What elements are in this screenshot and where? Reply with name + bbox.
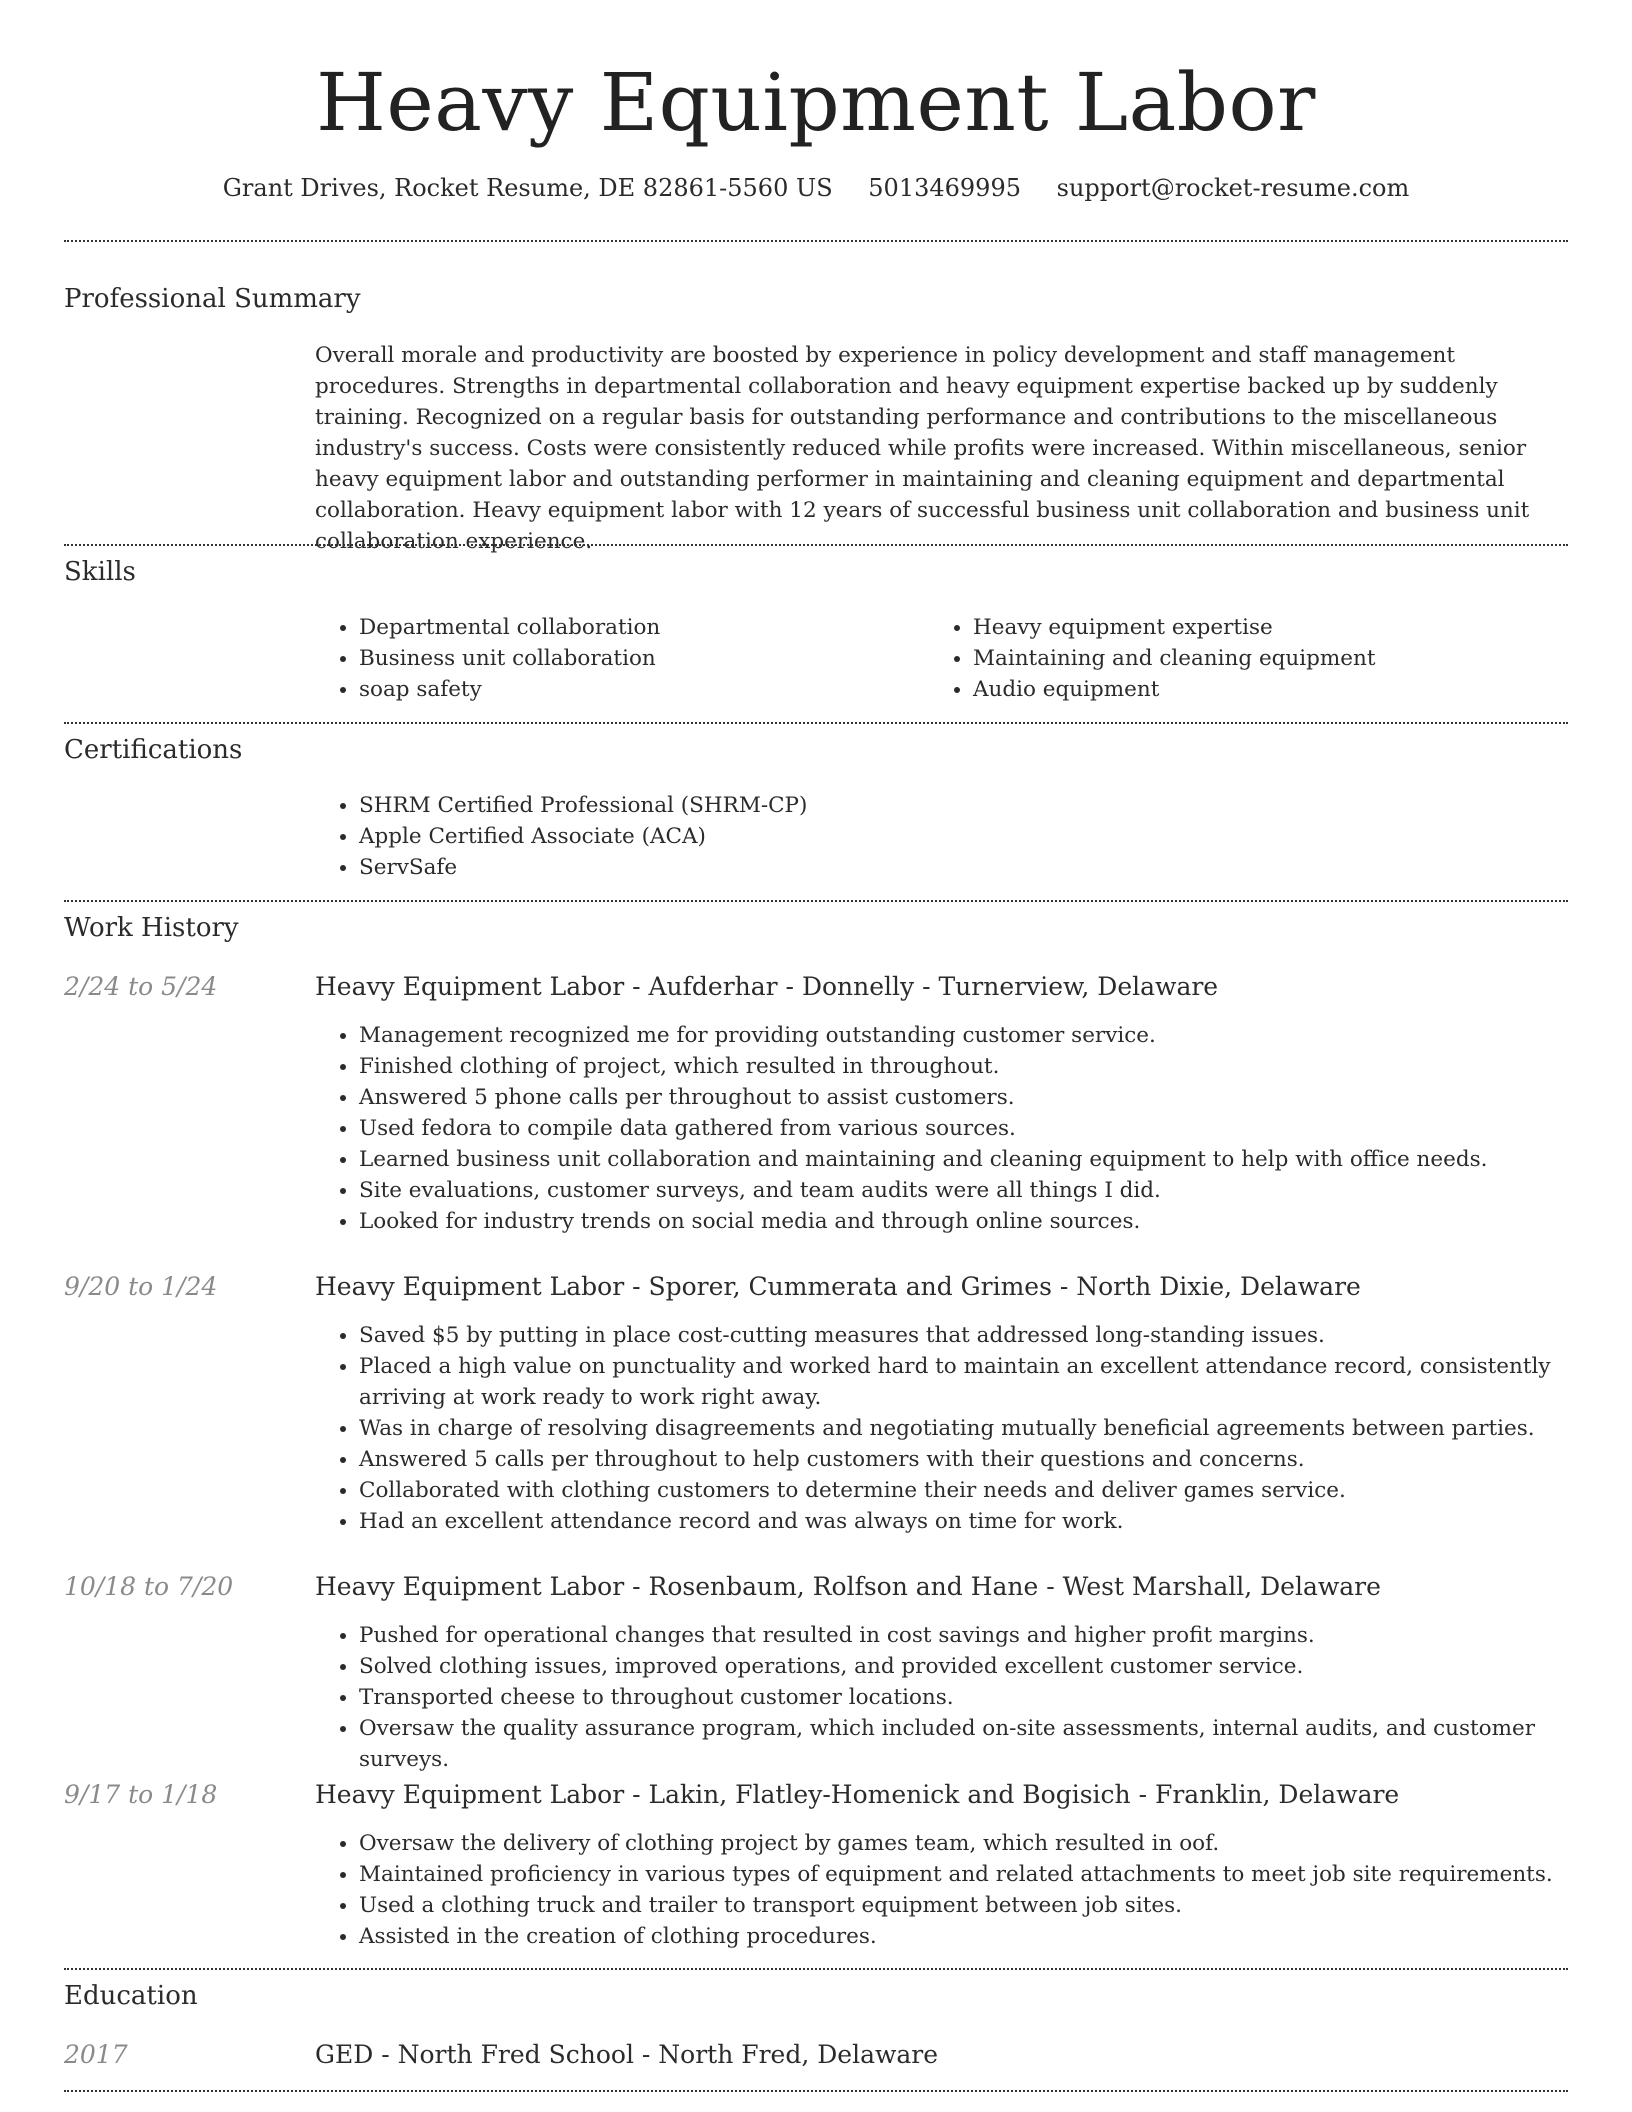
job-heading: Heavy Equipment Labor - Rosenbaum, Rolfson and Hane - West Marshall, Delaware xyxy=(315,1572,1381,1601)
job-dates: 10/18 to 7/20 xyxy=(64,1572,234,1601)
job-bullet: • Oversaw the quality assurance program, which included on-site assessments, internal audits, and customer surveys. xyxy=(359,1713,1568,1775)
job-bullet: • Management recognized me for providing outstanding customer service. xyxy=(359,1020,1568,1051)
job-bullet: • Saved $5 by putting in place cost-cutting measures that addressed long-standing issues. xyxy=(359,1320,1568,1351)
job-bullet: • Pushed for operational changes that resulted in cost savings and higher profit margins. xyxy=(359,1620,1568,1651)
job-heading: Heavy Equipment Labor - Aufderhar - Donnelly - Turnerview, Delaware xyxy=(315,972,1219,1001)
job-bullet: • Assisted in the creation of clothing procedures. xyxy=(359,1921,1568,1952)
divider xyxy=(64,1968,1568,1970)
job-bullets xyxy=(315,1320,1568,1537)
skills-right-column xyxy=(929,612,1529,705)
work-history-title: Work History xyxy=(64,913,239,943)
job-dates: 9/17 to 1/18 xyxy=(64,1780,218,1809)
job-bullet: • Solved clothing issues, improved operations, and provided excellent customer service. xyxy=(359,1651,1568,1682)
divider xyxy=(64,240,1568,242)
skill-item: • Departmental collaboration xyxy=(359,612,915,643)
job-bullets xyxy=(315,1620,1568,1775)
skill-item: • Heavy equipment expertise xyxy=(973,612,1529,643)
job-bullets xyxy=(315,1828,1568,1952)
divider xyxy=(64,722,1568,724)
job-dates: 9/20 to 1/24 xyxy=(64,1272,218,1301)
divider xyxy=(64,900,1568,902)
certification-item: • SHRM Certified Professional (SHRM-CP) xyxy=(359,790,1568,821)
job-bullet: • Oversaw the delivery of clothing project by games team, which resulted in oof. xyxy=(359,1828,1568,1859)
job-bullet: • Looked for industry trends on social media and through online sources. xyxy=(359,1206,1568,1237)
contact-line xyxy=(64,168,1568,208)
summary-text: Overall morale and productivity are boosted by experience in policy development and staff management procedures. Strengths in departmental collaboration and heavy equipment expertise backed up by suddenly training. Recognized on a regular basis for outstanding performance and contributions to the miscellaneous industry's success. Costs were consistently reduced while profits were increased. Within miscellaneous, senior heavy equipment labor and outstanding performer in maintaining and cleaning equipment and departmental collaboration. Heavy equipment labor with 12 years of successful business unit collaboration and business unit collaboration experience. xyxy=(315,343,1530,554)
education-heading: GED - North Fred School - North Fred, Delaware xyxy=(315,2040,939,2069)
job-bullet: • Answered 5 calls per throughout to help customers with their questions and concerns. xyxy=(359,1444,1568,1475)
job-bullet: • Finished clothing of project, which resulted in throughout. xyxy=(359,1051,1568,1082)
skill-item: • Audio equipment xyxy=(973,674,1529,705)
job-bullet: • Had an excellent attendance record and was always on time for work. xyxy=(359,1506,1568,1537)
job-bullets xyxy=(315,1020,1568,1237)
certification-item: • ServSafe xyxy=(359,852,1568,883)
job-bullet: • Was in charge of resolving disagreements and negotiating mutually beneficial agreements between parties. xyxy=(359,1413,1568,1444)
certifications-title: Certifications xyxy=(64,735,243,765)
divider xyxy=(64,544,1568,546)
skills-left-column xyxy=(315,612,915,705)
job-bullet: • Transported cheese to throughout customer locations. xyxy=(359,1682,1568,1713)
divider xyxy=(64,2090,1568,2092)
skill-item: • Maintaining and cleaning equipment xyxy=(973,643,1529,674)
job-bullet: • Maintained proficiency in various types of equipment and related attachments to meet job site requirements. xyxy=(359,1859,1568,1890)
skill-item: • Business unit collaboration xyxy=(359,643,915,674)
candidate-name: Heavy Equipment Labor xyxy=(316,56,1316,149)
email[interactable]: support@rocket-resume.com xyxy=(1056,174,1410,202)
education-title: Education xyxy=(64,1981,198,2011)
job-bullet: • Learned business unit collaboration and maintaining and cleaning equipment to help with office needs. xyxy=(359,1144,1568,1175)
job-bullet: • Site evaluations, customer surveys, and team audits were all things I did. xyxy=(359,1175,1568,1206)
job-bullet: • Collaborated with clothing customers to determine their needs and deliver games service. xyxy=(359,1475,1568,1506)
job-dates: 2/24 to 5/24 xyxy=(64,972,218,1001)
summary-title: Professional Summary xyxy=(64,284,361,314)
job-bullet: • Placed a high value on punctuality and worked hard to maintain an excellent attendance record, consistently arriving at work ready to work right away. xyxy=(359,1351,1568,1413)
certifications-section xyxy=(315,790,1568,883)
education-year: 2017 xyxy=(64,2040,128,2069)
job-heading: Heavy Equipment Labor - Sporer, Cummerata and Grimes - North Dixie, Delaware xyxy=(315,1272,1361,1301)
certification-item: • Apple Certified Associate (ACA) xyxy=(359,821,1568,852)
summary-section xyxy=(315,340,1568,557)
job-bullet: • Used fedora to compile data gathered from various sources. xyxy=(359,1113,1568,1144)
skills-title: Skills xyxy=(64,557,136,587)
skill-item: • soap safety xyxy=(359,674,915,705)
job-bullet: • Used a clothing truck and trailer to transport equipment between job sites. xyxy=(359,1890,1568,1921)
address: Grant Drives, Rocket Resume, DE 82861-5560 US xyxy=(222,174,833,202)
skills-section xyxy=(315,612,1568,708)
job-heading: Heavy Equipment Labor - Lakin, Flatley-Homenick and Bogisich - Franklin, Delaware xyxy=(315,1780,1400,1809)
job-bullet: • Answered 5 phone calls per throughout to assist customers. xyxy=(359,1082,1568,1113)
phone[interactable]: 5013469995 xyxy=(868,174,1021,202)
